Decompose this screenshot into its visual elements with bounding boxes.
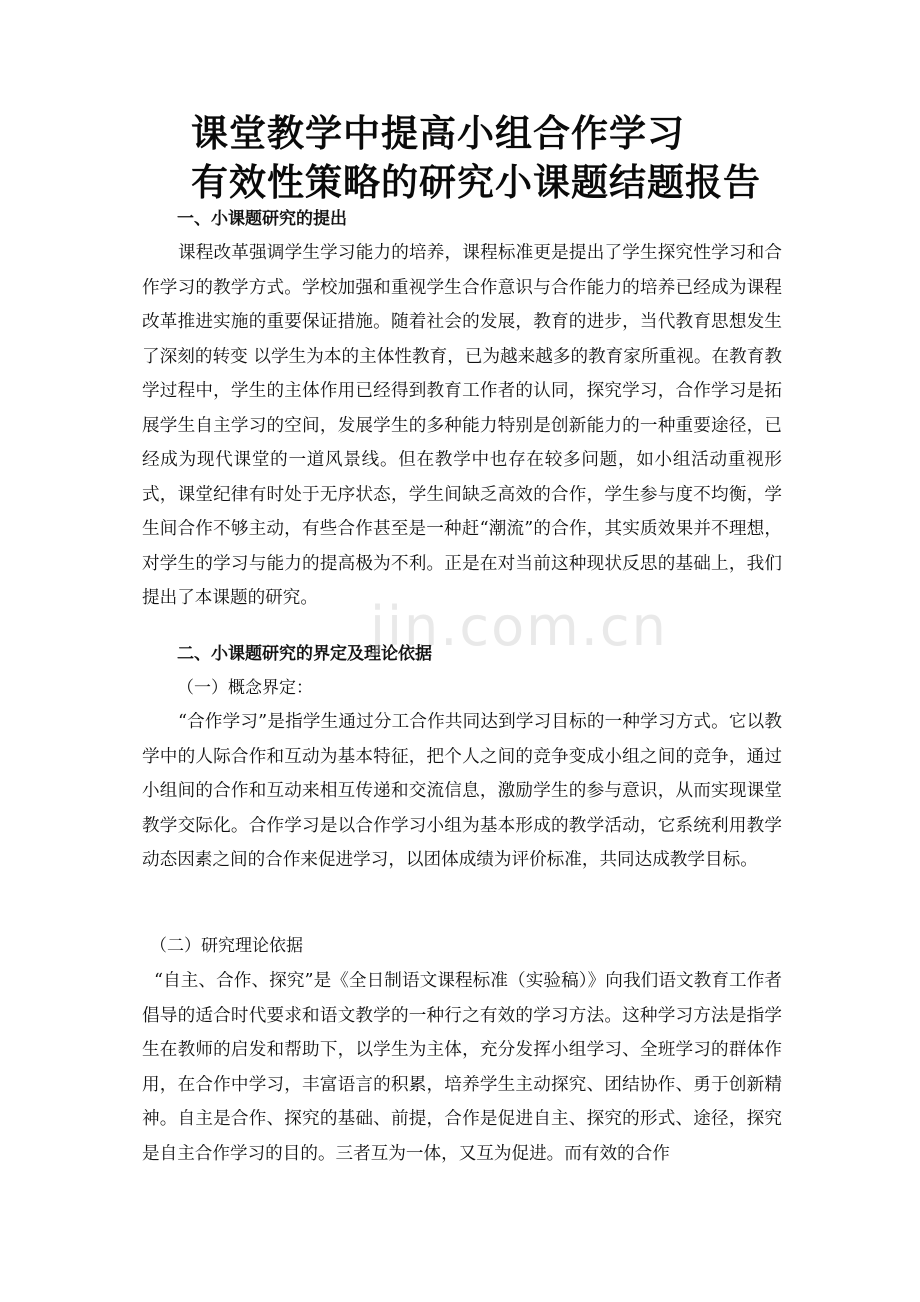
document-title-line-1: 课堂教学中提高小组合作学习 xyxy=(191,112,685,155)
subsection-concept-paragraph: “合作学习”是指学生通过分工合作共同达到学习目标的一种学习方式。它以教学中的人际合作和互动为基本特征，把个人之间的竞争变成小组之间的竞争，通过小组间的合作和互动来相互传递和交流信息，激励学生的参与意识，从而实现课堂教学交际化。合作学习是以合作学习小组为基本形成的教学活动，它系统利用教学动态因素之间的合作来促进学习，以团体成绩为评价标准，共同达成教学目标。 xyxy=(142,712,782,870)
watermark: jin.com.cn xyxy=(370,595,668,658)
subsection-theory-paragraph: “自主、合作、探究”是《全日制语文课程标准（实验稿）》向我们语文教育工作者倡导的适合时代要求和语文教学的一种行之有效的学习方法。这种学习方法是指学生在教师的启发和帮助下，以学生为主体，充分发挥小组学习、全班学习的群体作用，在合作中学习，丰富语言的积累，培养学生主动探究、团结协作、勇于创新精神。自主是合作、探究的基础、前提，合作是促进自主、探究的形式、途径，探究是自主合作学习的目的。三者互为一体，又互为促进。而有效的合作 xyxy=(142,971,782,1164)
subsection-heading-theory: （二）研究理论依据 xyxy=(150,936,303,956)
section-heading-2: 二、小课题研究的界定及理论依据 xyxy=(177,644,432,664)
section-1-paragraph: 课程改革强调学生学习能力的培养，课程标准更是提出了学生探究性学习和合作学习的教学方式。学校加强和重视学生合作意识与合作能力的培养已经成为课程改革推进实施的重要保证措施。随着社会的发展，教育的进步，当代教育思想发生了深刻的转变 以学生为本的主体性教育，已为越来越多的教育家所重视。在教育教学过程中，学生的主体作用已经得到教育工作者的认同，探究学习，合作学习是拓展学生自主学习的空间，发展学生的多种能力特别是创新能力的一种重要途径，已经成为现代课堂的一道风景线。但在教学中也存在较多问题，如小组活动重视形式，课堂纪律有时处于无序状态，学生间缺乏高效的合作，学生参与度不均衡，学生间合作不够主动，有些合作甚至是一种赶“潮流”的合作，其实质效果并不理想，对学生的学习与能力的提高极为不利。正是在对当前这种现状反思的基础上，我们提出了本课题的研究。 xyxy=(142,243,782,608)
section-heading-1: 一、小课题研究的提出 xyxy=(177,209,347,229)
document-title-line-2: 有效性策略的研究小课题结题报告 xyxy=(191,161,761,204)
subsection-heading-concept: （一）概念界定： xyxy=(177,678,313,698)
